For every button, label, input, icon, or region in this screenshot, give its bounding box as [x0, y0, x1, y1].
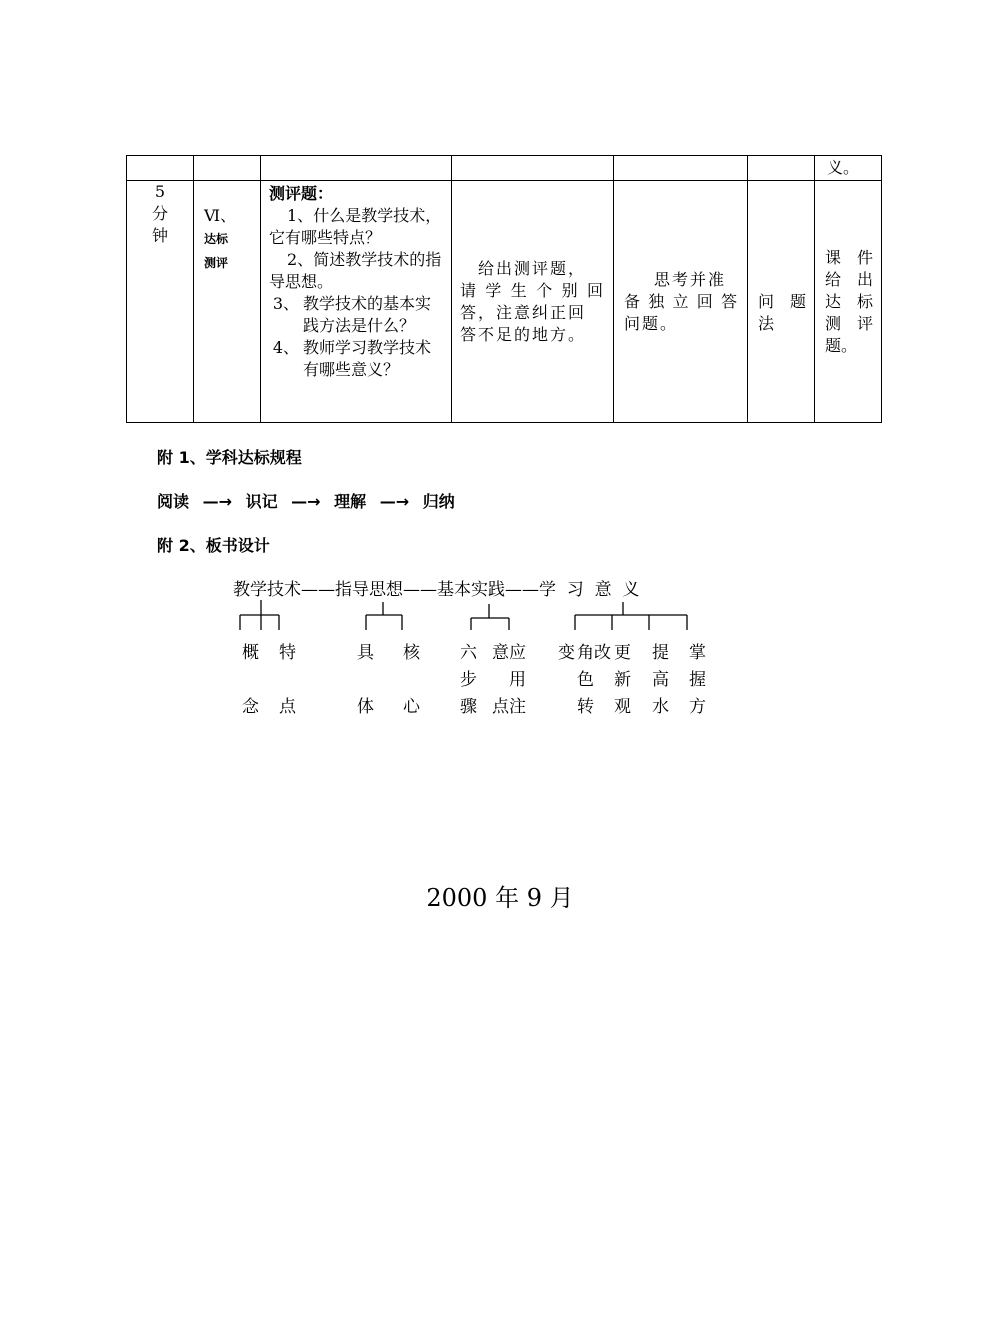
leaf-char: 握: [689, 670, 706, 690]
table-cell: [261, 156, 452, 181]
method-line: 法: [758, 314, 775, 333]
teacher-activity-line: 请学生个别回: [460, 280, 605, 300]
student-activity-line: 备独立回答: [624, 292, 739, 311]
leaf-char: 步: [460, 670, 477, 690]
leaf-char: 点: [492, 697, 509, 717]
teacher-activity-cell: [452, 181, 614, 423]
table-cell: [815, 156, 882, 181]
content-cell: [261, 181, 452, 423]
media-line: 测评: [825, 314, 873, 333]
flow-step: 理解: [334, 492, 367, 511]
teacher-activity-line: 答不足的地方。: [460, 324, 587, 344]
question-number: 1、: [287, 206, 314, 225]
table-cell: [452, 156, 614, 181]
stage-cell: [194, 181, 261, 423]
leaf-char: 色: [577, 670, 594, 690]
leaf-char: 新: [614, 670, 631, 690]
flow-step: 阅读: [157, 492, 190, 511]
question-text: 教学技术的基本实践方法是什么？: [303, 294, 432, 335]
question-item: [269, 293, 443, 337]
question-item: [269, 337, 443, 381]
media-line: 达标: [825, 292, 873, 311]
teacher-activity-line: 答，注意纠正回: [460, 302, 587, 322]
question-text: 什么是教学技术，它有哪些特点？: [269, 206, 442, 247]
leaf-char: 意: [492, 643, 509, 663]
flow-step: 归纳: [422, 492, 455, 511]
question-item: [269, 249, 443, 293]
continued-text: 义。: [827, 158, 860, 177]
appendix2-title: 附 2、板书设计: [157, 536, 270, 555]
leaf-char: 六: [460, 643, 477, 663]
media-line: 课件: [825, 248, 873, 267]
question-number: 3、: [272, 294, 299, 313]
media-cell: [815, 181, 882, 423]
time-char: 分: [151, 204, 168, 223]
leaf-char: 方: [689, 697, 706, 717]
question-text: 简述教学技术的指导思想。: [269, 250, 442, 291]
question-number: 4、: [272, 338, 299, 357]
leaf-char: 核: [403, 643, 420, 663]
process-flow: [157, 489, 455, 512]
leaf-char: 转: [577, 697, 594, 717]
stage-name: 达标: [204, 232, 229, 246]
student-activity-line: 问题。: [624, 314, 679, 333]
student-activity-cell: [614, 181, 748, 423]
leaf-char: 点: [279, 697, 296, 717]
leaf-char: 更: [614, 643, 631, 663]
table-cell: [194, 156, 261, 181]
leaf-char: 注: [509, 697, 526, 717]
diagram-leaves: [232, 640, 722, 724]
time-cell: [127, 181, 194, 423]
leaf-char: 心: [403, 697, 420, 717]
table-row: [127, 156, 882, 181]
question-number: 2、: [287, 250, 314, 269]
leaf-char: 体: [357, 697, 374, 717]
flow-step: 识记: [245, 492, 278, 511]
arrow-icon: —→: [202, 492, 232, 511]
question-title: 测评题：: [269, 184, 334, 203]
method-cell: [748, 181, 815, 423]
table-cell: [748, 156, 815, 181]
leaf-char: 变: [558, 643, 575, 663]
leaf-char: 观: [614, 697, 631, 717]
stage-number: Ⅵ、: [204, 206, 237, 225]
diagram-brackets: [230, 598, 730, 634]
leaf-char: 具: [357, 643, 374, 663]
leaf-char: 水: [652, 697, 669, 717]
diagram-headline: 教学技术——指导思想——基本实践——学 习 意 义: [233, 580, 640, 600]
question-text: 教师学习教学技术有哪些意义？: [303, 338, 432, 379]
time-char: 5: [154, 182, 166, 201]
leaf-char: 概: [242, 643, 259, 663]
leaf-char: 用: [509, 670, 526, 690]
student-activity-line: 思考并准: [654, 270, 727, 289]
arrow-icon: —→: [379, 492, 410, 511]
time-char: 钟: [151, 226, 168, 245]
leaf-char: 掌: [689, 643, 706, 663]
media-line: 题。: [825, 336, 858, 355]
leaf-char: 提: [652, 643, 669, 663]
leaf-char: 角: [577, 643, 594, 663]
table-cell: [127, 156, 194, 181]
leaf-char: 改: [594, 643, 611, 663]
leaf-char: 高: [652, 670, 669, 690]
stage-name: 测评: [204, 256, 229, 270]
leaf-char: 骤: [460, 697, 477, 717]
teacher-activity-line: 给出测评题，: [478, 258, 587, 278]
arrow-icon: —→: [291, 492, 321, 511]
question-item: [269, 205, 443, 249]
leaf-char: 应: [509, 643, 526, 663]
table-row: [127, 181, 882, 423]
leaf-char: 念: [242, 697, 259, 717]
document-date: 2000 年 9 月: [426, 884, 574, 912]
appendix1-title: 附 1、学科达标规程: [157, 448, 302, 467]
media-line: 给出: [825, 270, 873, 289]
leaf-char: 特: [279, 643, 296, 663]
method-line: 问题: [758, 292, 806, 311]
lesson-table: [126, 155, 882, 423]
table-cell: [614, 156, 748, 181]
